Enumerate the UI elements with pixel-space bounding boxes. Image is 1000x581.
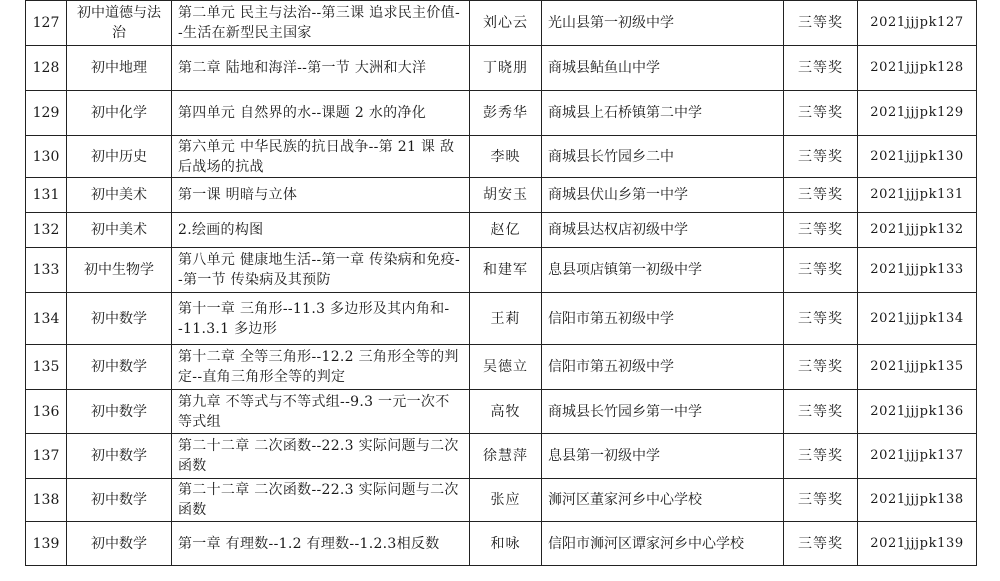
row-number: 133 <box>26 248 67 293</box>
award-cell: 三等奖 <box>784 91 858 136</box>
school-cell: 商城县达权店初级中学 <box>542 213 784 248</box>
subject-cell: 初中数学 <box>67 522 172 566</box>
teacher-name-cell: 胡安玉 <box>470 178 542 213</box>
award-cell: 三等奖 <box>784 178 858 213</box>
school-cell: 商城县伏山乡第一中学 <box>542 178 784 213</box>
lesson-title-cell: 第六单元 中华民族的抗日战争--第 21 课 敌后战场的抗战 <box>172 136 470 178</box>
teacher-name-cell: 张应 <box>470 479 542 522</box>
lesson-title-cell: 第四单元 自然界的水--课题 2 水的净化 <box>172 91 470 136</box>
school-cell: 信阳市第五初级中学 <box>542 293 784 345</box>
code-cell: 2021jjjpk134 <box>858 293 977 345</box>
teacher-name-cell: 和建军 <box>470 248 542 293</box>
subject-cell: 初中地理 <box>67 46 172 91</box>
table-row <box>26 345 977 390</box>
award-cell: 三等奖 <box>784 46 858 91</box>
subject-cell: 初中美术 <box>67 213 172 248</box>
teacher-name-cell: 刘心云 <box>470 1 542 46</box>
teacher-name-cell: 高牧 <box>470 390 542 434</box>
school-cell: 光山县第一初级中学 <box>542 1 784 46</box>
table-row <box>26 248 977 293</box>
subject-cell: 初中化学 <box>67 91 172 136</box>
table-row <box>26 91 977 136</box>
code-cell: 2021jjjpk128 <box>858 46 977 91</box>
code-cell: 2021jjjpk136 <box>858 390 977 434</box>
awards-table <box>25 0 977 566</box>
subject-cell: 初中数学 <box>67 390 172 434</box>
award-cell: 三等奖 <box>784 479 858 522</box>
award-cell: 三等奖 <box>784 522 858 566</box>
table-row <box>26 293 977 345</box>
row-number: 138 <box>26 479 67 522</box>
table-row <box>26 479 977 522</box>
lesson-title-cell: 第二十二章 二次函数--22.3 实际问题与二次函数 <box>172 434 470 479</box>
row-number: 130 <box>26 136 67 178</box>
award-cell: 三等奖 <box>784 248 858 293</box>
code-cell: 2021jjjpk130 <box>858 136 977 178</box>
subject-cell: 初中道德与法治 <box>67 1 172 46</box>
code-cell: 2021jjjpk132 <box>858 213 977 248</box>
lesson-title-cell: 2.绘画的构图 <box>172 213 470 248</box>
table-row <box>26 136 977 178</box>
teacher-name-cell: 和咏 <box>470 522 542 566</box>
table-row <box>26 46 977 91</box>
award-cell: 三等奖 <box>784 293 858 345</box>
school-cell: 商城县上石桥镇第二中学 <box>542 91 784 136</box>
table-row <box>26 213 977 248</box>
teacher-name-cell: 李映 <box>470 136 542 178</box>
school-cell: 商城县长竹园乡二中 <box>542 136 784 178</box>
school-cell: 息县项店镇第一初级中学 <box>542 248 784 293</box>
code-cell: 2021jjjpk129 <box>858 91 977 136</box>
teacher-name-cell: 赵亿 <box>470 213 542 248</box>
code-cell: 2021jjjpk135 <box>858 345 977 390</box>
lesson-title-cell: 第九章 不等式与不等式组--9.3 一元一次不等式组 <box>172 390 470 434</box>
award-cell: 三等奖 <box>784 434 858 479</box>
row-number: 139 <box>26 522 67 566</box>
row-number: 132 <box>26 213 67 248</box>
table-row <box>26 178 977 213</box>
award-cell: 三等奖 <box>784 390 858 434</box>
subject-cell: 初中数学 <box>67 345 172 390</box>
code-cell: 2021jjjpk138 <box>858 479 977 522</box>
school-cell: 浉河区董家河乡中心学校 <box>542 479 784 522</box>
lesson-title-cell: 第二章 陆地和海洋--第一节 大洲和大洋 <box>172 46 470 91</box>
school-cell: 信阳市浉河区谭家河乡中心学校 <box>542 522 784 566</box>
teacher-name-cell: 丁晓朋 <box>470 46 542 91</box>
school-cell: 商城县长竹园乡第一中学 <box>542 390 784 434</box>
lesson-title-cell: 第一章 有理数--1.2 有理数--1.2.3相反数 <box>172 522 470 566</box>
lesson-title-cell: 第二十二章 二次函数--22.3 实际问题与二次函数 <box>172 479 470 522</box>
row-number: 127 <box>26 1 67 46</box>
teacher-name-cell: 王莉 <box>470 293 542 345</box>
award-cell: 三等奖 <box>784 213 858 248</box>
school-cell: 息县第一初级中学 <box>542 434 784 479</box>
table-row <box>26 434 977 479</box>
subject-cell: 初中美术 <box>67 178 172 213</box>
lesson-title-cell: 第一课 明暗与立体 <box>172 178 470 213</box>
row-number: 128 <box>26 46 67 91</box>
school-cell: 商城县鲇鱼山中学 <box>542 46 784 91</box>
row-number: 134 <box>26 293 67 345</box>
row-number: 137 <box>26 434 67 479</box>
row-number: 131 <box>26 178 67 213</box>
award-cell: 三等奖 <box>784 1 858 46</box>
code-cell: 2021jjjpk133 <box>858 248 977 293</box>
table-row <box>26 1 977 46</box>
lesson-title-cell: 第二单元 民主与法治--第三课 追求民主价值--生活在新型民主国家 <box>172 1 470 46</box>
lesson-title-cell: 第八单元 健康地生活--第一章 传染病和免疫--第一节 传染病及其预防 <box>172 248 470 293</box>
code-cell: 2021jjjpk139 <box>858 522 977 566</box>
table-row <box>26 390 977 434</box>
school-cell: 信阳市第五初级中学 <box>542 345 784 390</box>
code-cell: 2021jjjpk131 <box>858 178 977 213</box>
row-number: 136 <box>26 390 67 434</box>
award-cell: 三等奖 <box>784 136 858 178</box>
teacher-name-cell: 徐慧萍 <box>470 434 542 479</box>
row-number: 135 <box>26 345 67 390</box>
table-row <box>26 522 977 566</box>
lesson-title-cell: 第十一章 三角形--11.3 多边形及其内角和--11.3.1 多边形 <box>172 293 470 345</box>
subject-cell: 初中数学 <box>67 434 172 479</box>
subject-cell: 初中数学 <box>67 293 172 345</box>
award-cell: 三等奖 <box>784 345 858 390</box>
row-number: 129 <box>26 91 67 136</box>
teacher-name-cell: 彭秀华 <box>470 91 542 136</box>
teacher-name-cell: 吴德立 <box>470 345 542 390</box>
code-cell: 2021jjjpk137 <box>858 434 977 479</box>
code-cell: 2021jjjpk127 <box>858 1 977 46</box>
lesson-title-cell: 第十二章 全等三角形--12.2 三角形全等的判定--直角三角形全等的判定 <box>172 345 470 390</box>
subject-cell: 初中数学 <box>67 479 172 522</box>
subject-cell: 初中生物学 <box>67 248 172 293</box>
subject-cell: 初中历史 <box>67 136 172 178</box>
